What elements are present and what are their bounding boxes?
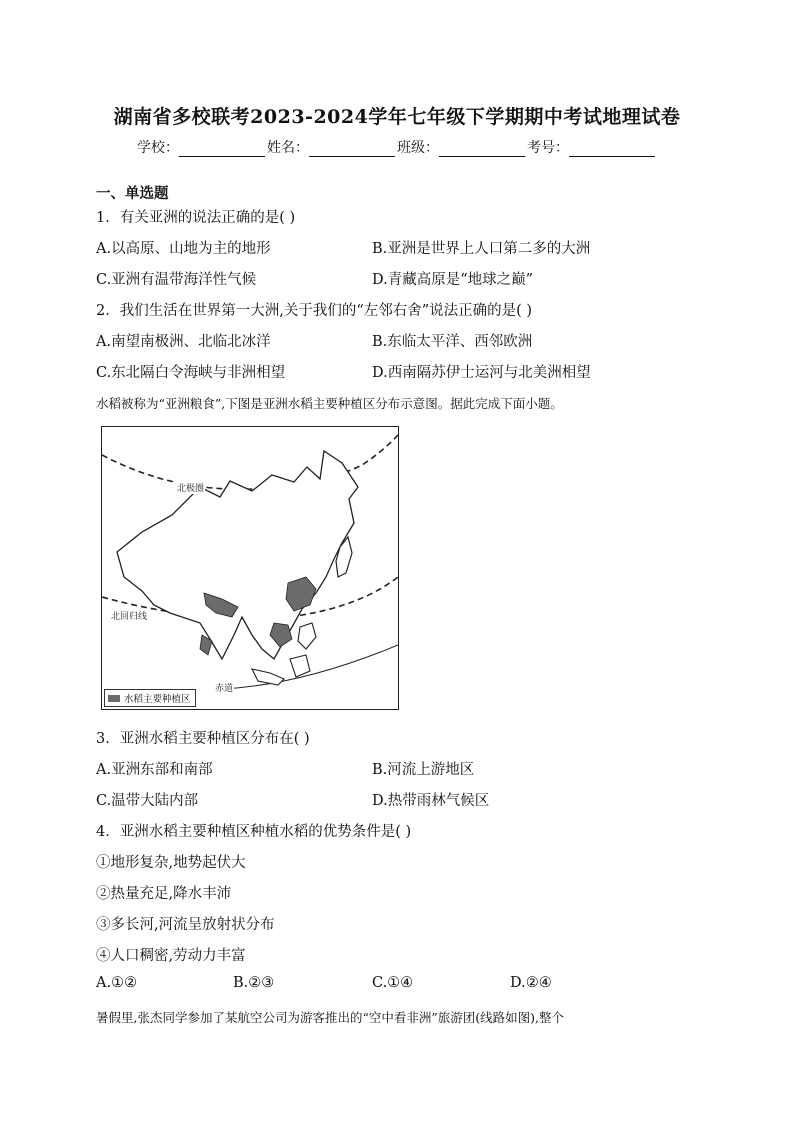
section-heading: 一、单选题 [96,185,169,202]
equator-label: 赤道 [214,681,234,694]
passage-rice: 水稻被称为“亚洲粮食”,下图是亚洲水稻主要种植区分布示意图。据此完成下面小题。 [96,396,563,411]
question-2-option-c[interactable]: C.东北隔白令海峡与非洲相望 [96,365,286,381]
passage-africa-tour: 暑假里,张杰同学参加了某航空公司为游客推出的“空中看非洲”旅游团(线路如图),整个 [96,1010,564,1025]
question-1-option-d[interactable]: D.青藏高原是“地球之巅” [372,272,534,288]
question-2-option-a[interactable]: A.南望南极洲、北临北冰洋 [96,334,271,350]
name-field[interactable] [267,137,397,157]
arctic-circle-label: 北极圈 [176,481,205,494]
map-drawing [102,427,398,709]
name-blank[interactable] [309,140,395,157]
question-2-option-d[interactable]: D.西南隔苏伊士运河与北美洲相望 [372,365,591,381]
question-3-option-b[interactable]: B.河流上游地区 [372,762,475,778]
question-2-stem: 2．我们生活在世界第一大洲,关于我们的“左邻右舍”说法正确的是( ) [96,303,533,319]
question-4-option-d[interactable]: D.②④ [510,975,552,991]
question-4-statement-4: ④人口稠密,劳动力丰富 [96,948,246,964]
class-field[interactable] [397,137,527,157]
equator-line [222,645,398,689]
question-4-option-a[interactable]: A.①② [96,975,138,991]
borneo-outline [290,655,310,677]
class-label: 班级： [397,140,439,156]
question-1-stem: 1．有关亚洲的说法正确的是( ) [96,210,296,226]
philippines-outline [298,623,316,649]
question-4-statement-2: ②热量充足,降水丰沛 [96,886,232,902]
question-4-option-c[interactable]: C.①④ [372,975,414,991]
school-field[interactable] [137,137,267,157]
question-4-statement-3: ③多长河,河流呈放射状分布 [96,917,275,933]
name-label: 姓名： [267,140,309,156]
asia-outline [117,451,358,659]
student-info-row [0,137,794,157]
map-legend [104,689,196,707]
number-label: 考号： [527,140,569,156]
question-4-stem: 4．亚洲水稻主要种植区种植水稻的优势条件是( ) [96,824,412,840]
legend-swatch [108,695,120,702]
question-3-option-a[interactable]: A.亚洲东部和南部 [96,762,213,778]
indonesia-outline [252,669,284,685]
question-4-option-b[interactable]: B.②③ [233,975,275,991]
question-3-option-d[interactable]: D.热带雨林气候区 [372,793,490,809]
question-1-option-c[interactable]: C.亚洲有温带海洋性气候 [96,272,257,288]
school-label: 学校： [137,140,179,156]
class-blank[interactable] [439,140,525,157]
asia-rice-map [101,426,399,710]
question-3-option-c[interactable]: C.温带大陆内部 [96,793,199,809]
number-field[interactable] [527,137,657,157]
tropic-cancer-label: 北回归线 [110,609,148,622]
exam-title: 湖南省多校联考2023-2024学年七年级下学期期中考试地理试卷 [113,106,681,128]
question-1-option-a[interactable]: A.以高原、山地为主的地形 [96,241,271,257]
question-4-statement-1: ①地形复杂,地势起伏大 [96,855,246,871]
legend-label: 水稻主要种植区 [124,694,191,705]
question-1-option-b[interactable]: B.亚洲是世界上人口第二多的大洲 [372,241,591,257]
question-2-option-b[interactable]: B.东临太平洋、西邻欧洲 [372,334,533,350]
number-blank[interactable] [569,140,655,157]
question-3-stem: 3．亚洲水稻主要种植区分布在( ) [96,731,310,747]
school-blank[interactable] [179,140,265,157]
